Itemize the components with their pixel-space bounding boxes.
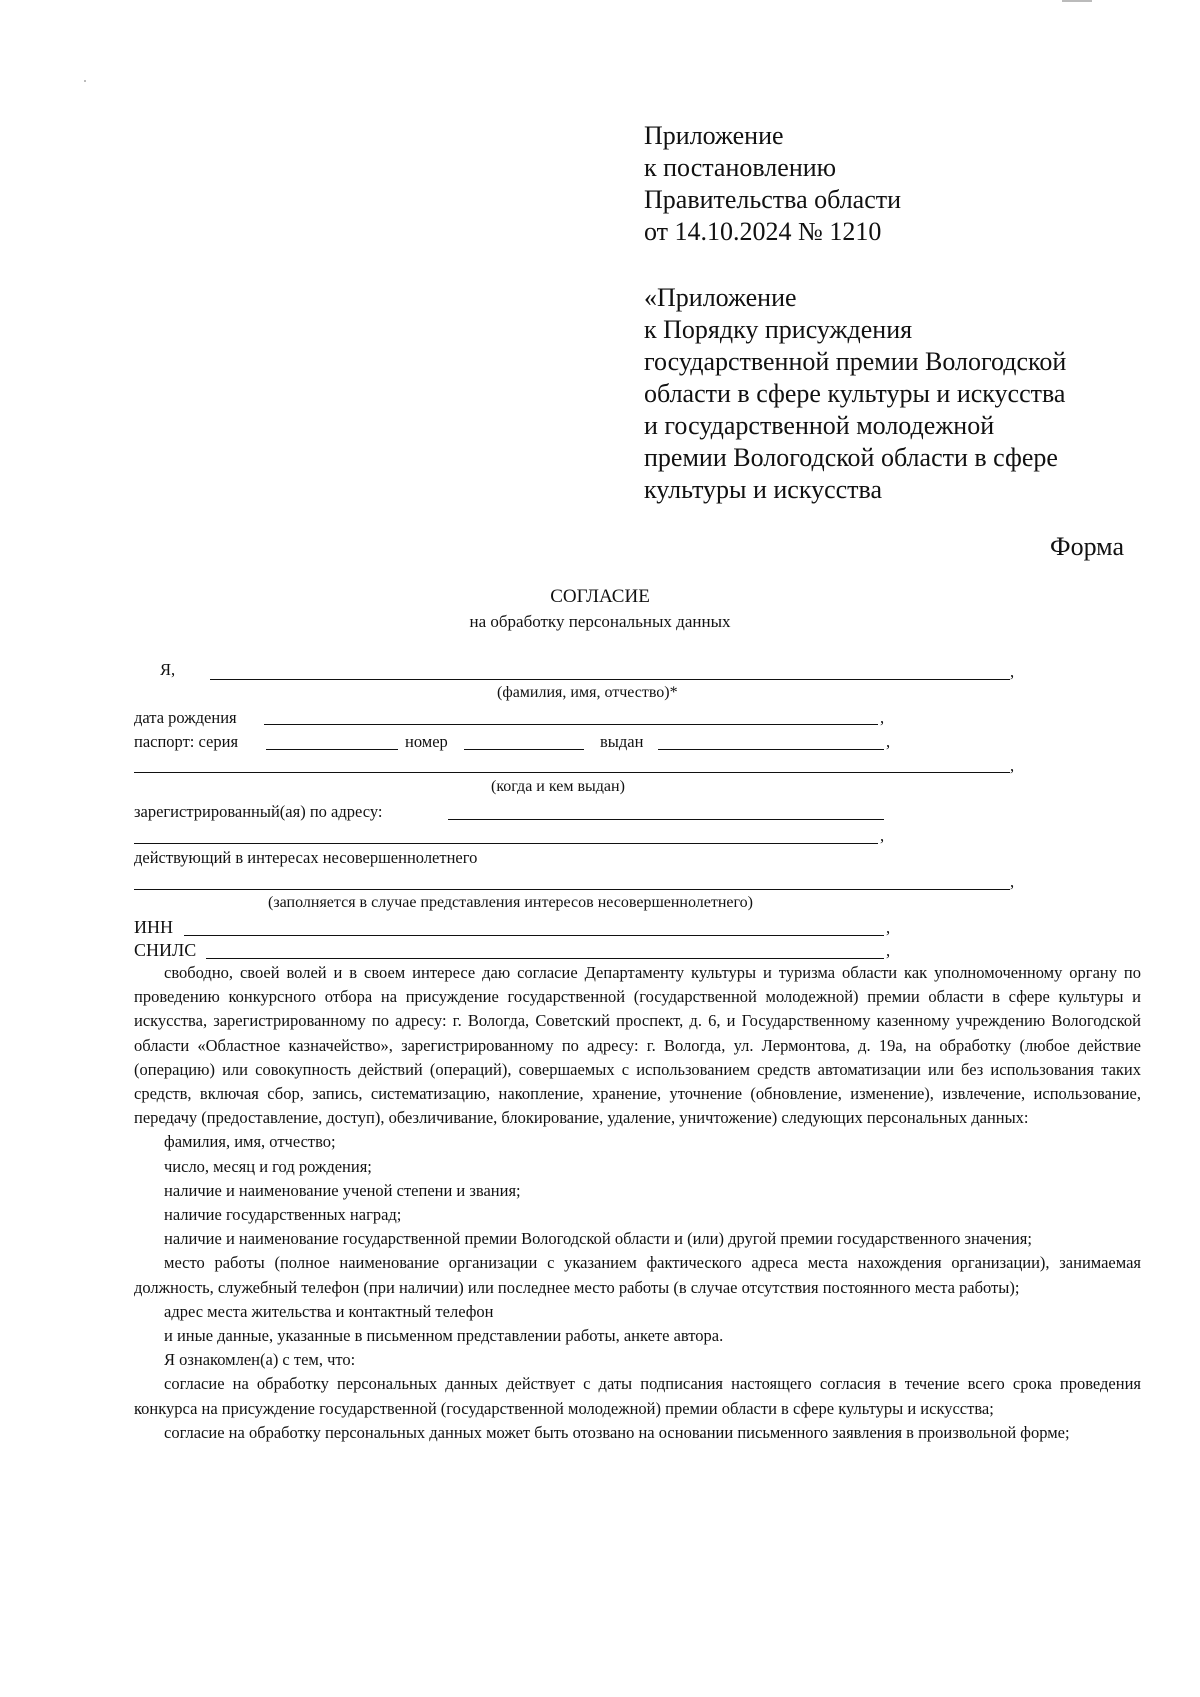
consent-paragraph: свободно, своей волей и в своем интересе даю согласие Департаменту культуры и туризма области как уполномоченному органу по проведению конкурсного отбора на присуждение государственной (государственной молодежной) премии области в сфере культуры и искусства, зарегистрированному по адресу: г. Вологда, Советский проспект, д. 6, и Государственному казенному учреждению Вологодской области «Областное казначейство», зарегистрированному по адресу: г. Вологда, ул. Лермонтова, д. 19а, на обработку (любое действие (операцию) или совокупность действий (операций), совершаемых с использованием средств автоматизации или без использования таких средств, включая сбор, запись, систематизацию, накопление, хранение, уточнение (обновление, изменение), извлечение, использование, передачу (предоставление, доступ), обезличивание, блокирование, удаление, уничтожение) следующих персональных данных:	[134, 963, 1141, 1128]
term-item: согласие на обработку персональных данных действует с даты подписания настоящего согласия в течение всего срока проведения конкурса на присуждение государственной (государственной молодежной) премии области в сфере культуры и искусства;	[134, 1374, 1141, 1418]
comma: ,	[886, 941, 891, 960]
appendix-line: к постановлению	[644, 153, 837, 182]
data-item: и иные данные, указанные в письменном представлении работы, анкете автора.	[164, 1326, 724, 1346]
passport-issued-label: выдан	[600, 732, 644, 751]
order-appendix-line: культуры и искусства	[644, 475, 882, 504]
data-item: наличие и наименование ученой степени и звания;	[164, 1180, 521, 1200]
comma: ,	[886, 918, 891, 937]
data-item: фамилия, имя, отчество;	[164, 1132, 336, 1152]
passport-series-label: паспорт: серия	[134, 732, 239, 751]
address-field-line[interactable]	[448, 819, 884, 820]
term-item: согласие на обработку персональных данных может быть отозвано на основании письменного заявления в произвольной форме;	[164, 1422, 1070, 1442]
document-subtitle: на обработку персональных данных	[469, 612, 731, 631]
snils-field-line[interactable]	[206, 958, 884, 959]
scan-artifact	[1062, 0, 1092, 2]
appendix-line: Приложение	[644, 121, 784, 150]
data-item: место работы (полное наименование организации с указанием фактического адреса места нахождения организации), занимаемая должность, служебный телефон (при наличии) или последнее место работы (в случае отсутствия постоянного места работы);	[134, 1253, 1141, 1297]
passport-number-field-line[interactable]	[464, 749, 584, 750]
snils-label: СНИЛС	[134, 940, 197, 960]
consent-body	[134, 961, 1141, 1445]
acknowledge-line: Я ознакомлен(а) с тем, что:	[164, 1350, 356, 1370]
order-appendix-line: и государственной молодежной	[644, 411, 995, 440]
passport-number-label: номер	[405, 732, 448, 751]
comma: ,	[880, 826, 885, 845]
minor-label: действующий в интересах несовершеннолетнего	[134, 848, 478, 867]
comma: ,	[1010, 756, 1015, 775]
fio-caption: (фамилия, имя, отчество)*	[497, 684, 678, 701]
comma: ,	[880, 708, 885, 727]
passport-issued-field-line-2[interactable]	[134, 772, 1010, 773]
appendix-line: Правительства области	[644, 185, 902, 214]
birth-date-label: дата рождения	[134, 708, 237, 727]
inn-field-line[interactable]	[184, 935, 884, 936]
minor-caption: (заполняется в случае представления интересов несовершеннолетнего)	[268, 894, 754, 911]
birth-date-field-line[interactable]	[264, 724, 878, 725]
passport-issued-field-line[interactable]	[658, 749, 884, 750]
address-label: зарегистрированный(ая) по адресу:	[134, 802, 383, 821]
scan-artifact	[84, 80, 86, 82]
order-appendix-line: премии Вологодской области в сфере	[644, 443, 1058, 472]
comma: ,	[886, 732, 891, 751]
comma: ,	[1010, 872, 1015, 891]
i-label: Я,	[160, 660, 176, 679]
appendix-line: от 14.10.2024 № 1210	[644, 217, 882, 246]
issued-caption: (когда и кем выдан)	[491, 778, 625, 795]
data-item: наличие и наименование государственной премии Вологодской области и (или) другой премии государственного значения;	[164, 1229, 1032, 1249]
comma: ,	[1010, 662, 1015, 681]
address-field-line-2[interactable]	[134, 843, 878, 844]
order-appendix-line: области в сфере культуры и искусства	[644, 379, 1066, 408]
data-item: число, месяц и год рождения;	[164, 1156, 372, 1176]
passport-series-field-line[interactable]	[266, 749, 398, 750]
form-label: Форма	[1050, 532, 1124, 561]
order-appendix-line: к Порядку присуждения	[644, 315, 913, 344]
data-item: адрес места жительства и контактный телефон	[164, 1301, 494, 1321]
inn-label: ИНН	[134, 917, 173, 937]
fio-field-line[interactable]	[210, 679, 1010, 680]
minor-field-line[interactable]	[134, 889, 1010, 890]
order-appendix-line: «Приложение	[644, 283, 797, 312]
data-item: наличие государственных наград;	[164, 1205, 402, 1225]
order-appendix-line: государственной премии Вологодской	[644, 347, 1067, 376]
document-title: СОГЛАСИЕ	[550, 586, 650, 607]
